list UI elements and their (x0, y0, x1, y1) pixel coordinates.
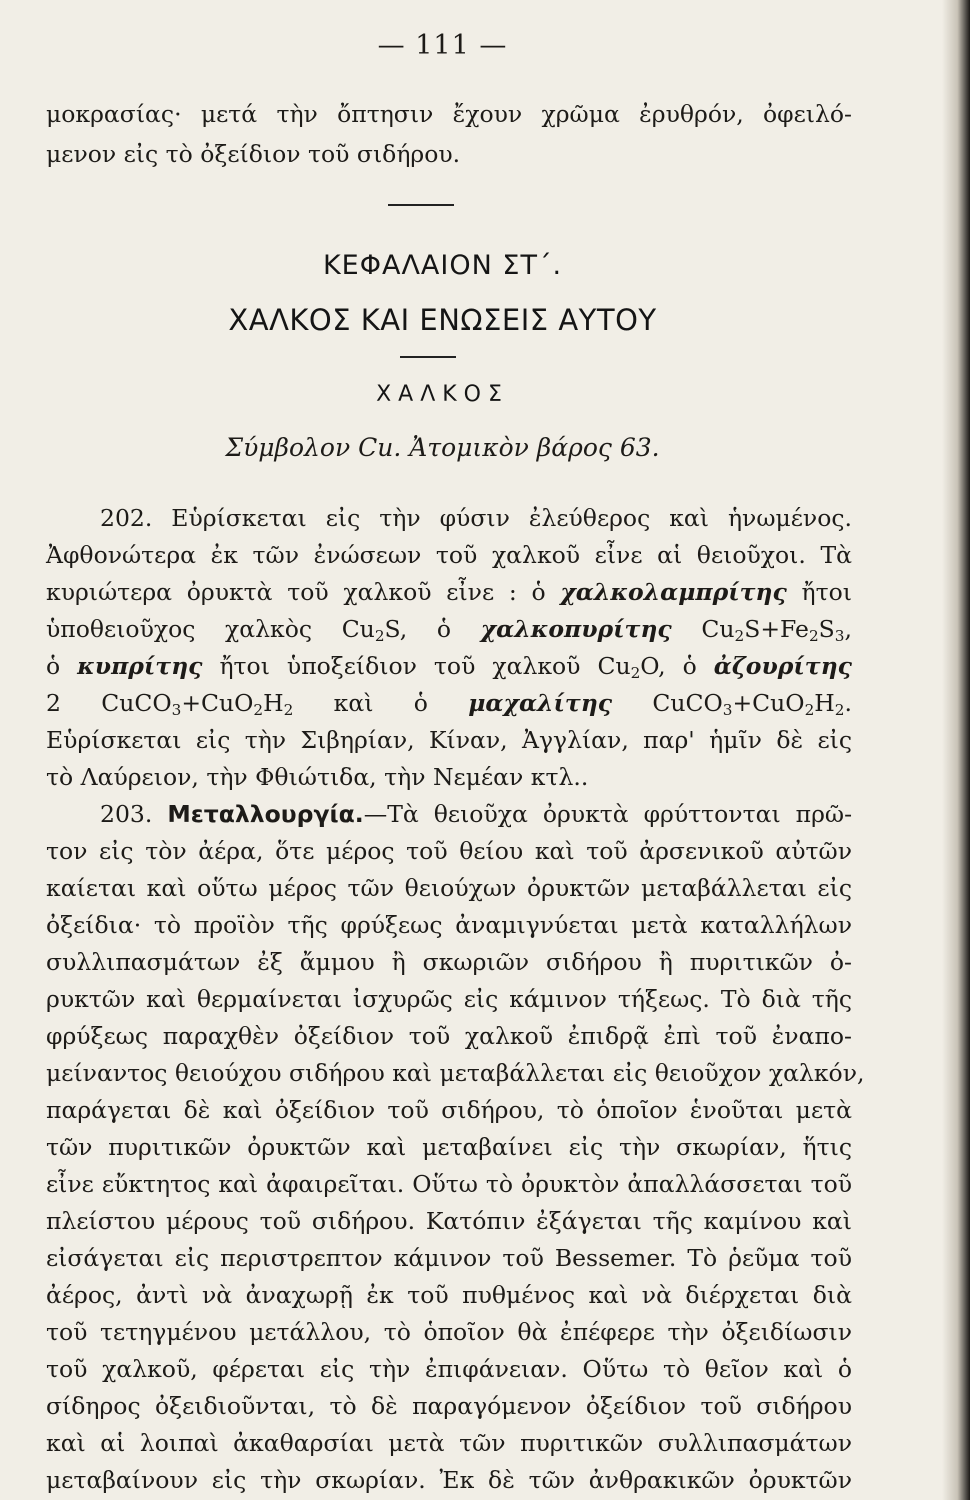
page-edge-shadow (942, 0, 970, 1500)
para203-line-13: εἰσάγεται εἰς περιστρεπτον κάμινον τοῦ Bessemer. Τὸ ῥεῦμα τοῦ (46, 1244, 852, 1272)
symbol-line: Σύμβολον Cu. Ἀτομικὸν βάρος 63. (225, 433, 660, 462)
chapter-title: ΧΑΛΚΟΣ ΚΑΙ ΕΝΩΣΕΙΣ ΑΥΤΟΥ (228, 303, 657, 337)
para203-line-14: ἀέρος, ἀντὶ νὰ ἀναχωρῇ ἐκ τοῦ πυθμένος καὶ νὰ διέρχεται διὰ (46, 1281, 852, 1309)
intro-line-2: μενον εἰς τὸ ὀξείδιον τοῦ σιδήρου. (46, 140, 461, 168)
para203-line-6: ρυκτῶν καὶ θερμαίνεται ἰσχυρῶς εἰς κάμινον τήξεως. Τὸ διὰ τῆς (46, 985, 852, 1013)
term-azurite: ἀζουρίτης (713, 652, 852, 680)
para202-line-2: Ἀφθονώτερα ἐκ τῶν ἐνώσεων τοῦ χαλκοῦ εἶνε αἱ θειοῦχοι. Τὰ (46, 541, 852, 569)
para203-line-11: εἶνε εὔκτητος καὶ ἀφαιρεῖται. Οὕτω τὸ ὀρυκτὸν ἀπαλλάσσεται τοῦ (46, 1170, 852, 1198)
para203-line-5: συλλιπασμάτων ἐξ ἄμμου ἢ σκωριῶν σιδήρου ἢ πυριτικῶν ὀ- (46, 948, 852, 976)
term-malachite: μαχαλίτης (468, 689, 613, 717)
para203-line-17: σίδηρος ὀξειδιοῦνται, τὸ δὲ παραγόμενον ὀξείδιον τοῦ σιδήρου (46, 1392, 852, 1420)
para203-line-15: τοῦ τετηγμένου μετάλλου, τὸ ὁποῖον θὰ ἐπέφερε τὴν ὀξειδίωσιν (46, 1318, 852, 1346)
term-chalcocite: χαλκολαμπρίτης (560, 578, 787, 606)
title-rule (400, 356, 456, 358)
section-heading: ΧΑΛΚΟΣ (376, 382, 509, 407)
para202-line-7: Εὑρίσκεται εἰς τὴν Σιβηρίαν, Κίναν, Ἀγγλίαν, παρ' ἡμῖν δὲ εἰς (46, 726, 852, 754)
para202-line-8: τὸ Λαύρειον, τὴν Φθιώτιδα, τὴν Νεμέαν κτλ.. (46, 763, 589, 791)
para203-line-19: μεταβαίνουν εἰς τὴν σκωρίαν. Ἐκ δὲ τῶν ἀνθρακικῶν ὀρυκτῶν (46, 1466, 852, 1494)
term-cuprite: κυπρίτης (77, 652, 203, 680)
intro-line-1: μοκρασίας· μετά τὴν ὄπτησιν ἔχουν χρῶμα ἐρυθρόν, ὀφειλό- (46, 100, 852, 128)
separator-rule (388, 204, 454, 206)
para203-line-8: μείναντος θειούχου σιδήρου καὶ μεταβάλλεται εἰς θειοῦχον χαλκόν, (46, 1059, 865, 1087)
para203-line-16: τοῦ χαλκοῦ, φέρεται εἰς τὴν ἐπιφάνειαν. Οὕτω τὸ θεῖον καὶ ὁ (46, 1355, 852, 1383)
para202-line-1: 202. Εὑρίσκεται εἰς τὴν φύσιν ἐλεύθερος καὶ ἡνωμένος. (100, 504, 852, 532)
para202-line-4: ὑποθειοῦχος χαλκὸς $Cu_2S$, ὁ χαλκοπυρίτης $Cu_2S+Fe_2S_3$, (46, 615, 852, 645)
para203-line-18: καὶ αἱ λοιπαὶ ἀκαθαρσίαι μετὰ τῶν πυριτικῶν συλλιπασμάτων (46, 1429, 852, 1457)
subhead-metallurgy: Μεταλλουργία. (167, 800, 364, 828)
para203-line-7: φρύξεως παραχθὲν ὀξείδιον τοῦ χαλκοῦ ἐπιδρᾷ ἐπὶ τοῦ ἐναπο- (46, 1022, 852, 1050)
para203-line-3: καίεται καὶ οὕτω μέρος τῶν θειούχων ὀρυκτῶν μεταβάλλεται εἰς (46, 874, 852, 902)
para203-line-12: πλείστου μέρους τοῦ σιδήρου. Κατόπιν ἐξάγεται τῆς καμίνου καὶ (46, 1207, 852, 1235)
para203-line-9: παράγεται δὲ καὶ ὀξείδιον τοῦ σιδήρου, τὸ ὁποῖον ἑνοῦται μετὰ (46, 1096, 852, 1124)
para202-line-6: 2 $CuCO_3+CuO_2H_2$ καὶ ὁ μαχαλίτης $CuCO_3+CuO_2H_2$. (46, 689, 852, 719)
para203-line-1: 203. Μεταλλουργία.—Τὰ θειοῦχα ὀρυκτὰ φρύττονται πρῶ- (100, 800, 853, 828)
page-number: — 111 — (377, 30, 508, 61)
term-chalcopyrite: χαλκοπυρίτης (480, 615, 672, 643)
para203-line-10: τῶν πυριτικῶν ὀρυκτῶν καὶ μεταβαίνει εἰς τὴν σκωρίαν, ἥτις (46, 1133, 852, 1161)
para203-line-4: ὀξείδια· τὸ προϊὸν τῆς φρύξεως ἀναμιγνύεται μετὰ καταλλήλων (46, 911, 852, 939)
chapter-label: ΚΕΦΑΛΑΙΟΝ ΣΤ΄. (322, 250, 563, 281)
para203-line-2: τον εἰς τὸν ἀέρα, ὅτε μέρος τοῦ θείου καὶ τοῦ ἀρσενικοῦ αὐτῶν (46, 837, 852, 865)
para202-line-5: ὁ κυπρίτης ἤτοι ὑποξείδιον τοῦ χαλκοῦ $Cu_2O$, ὁ ἀζουρίτης (46, 652, 852, 682)
para202-line-3: κυριώτερα ὀρυκτὰ τοῦ χαλκοῦ εἶνε : ὁ χαλκολαμπρίτης ἤτοι (46, 578, 852, 606)
